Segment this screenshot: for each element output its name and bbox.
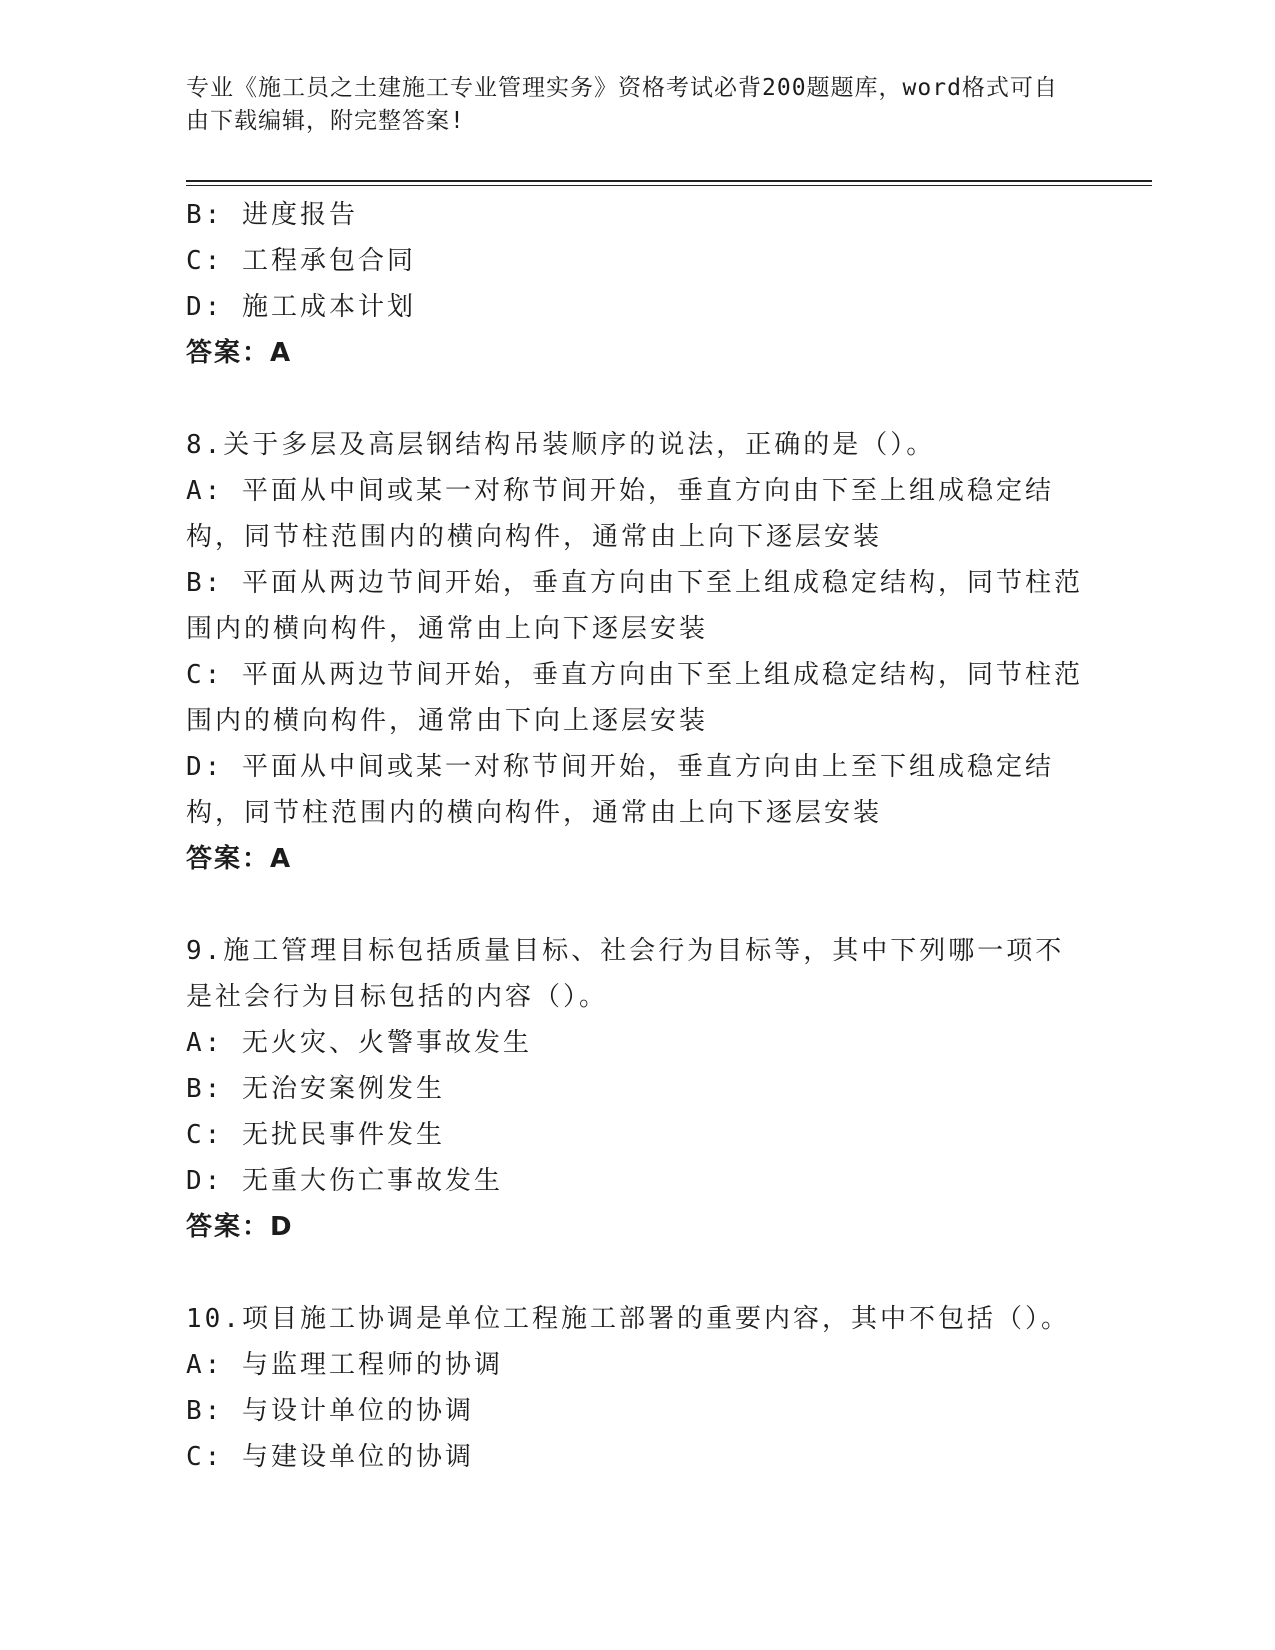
question-10 bbox=[186, 1296, 1086, 1480]
option-d: D: 施工成本计划 bbox=[186, 292, 416, 322]
page-header-text: 专业《施工员之土建施工专业管理实务》资格考试必背200题题库，word格式可自由下载编辑，附完整答案! bbox=[186, 75, 1058, 134]
option-a: A: 与监理工程师的协调 bbox=[186, 1350, 503, 1380]
option-b: B: 无治安案例发生 bbox=[186, 1074, 445, 1104]
answer-line: 答案：A bbox=[186, 844, 293, 874]
option-b: B: 平面从两边节间开始，垂直方向由下至上组成稳定结构，同节柱范围内的横向构件，通常由上向下逐层安装 bbox=[186, 568, 1083, 644]
question-8 bbox=[186, 422, 1086, 882]
option-b: B: 进度报告 bbox=[186, 200, 358, 230]
option-c: C: 工程承包合同 bbox=[186, 246, 416, 276]
option-c: C: 平面从两边节间开始，垂直方向由下至上组成稳定结构，同节柱范围内的横向构件，通常由下向上逐层安装 bbox=[186, 660, 1083, 736]
question-7-continued bbox=[186, 192, 1086, 376]
header-divider bbox=[186, 180, 1152, 186]
document-page bbox=[186, 72, 1146, 1480]
option-d: D: 平面从中间或某一对称节间开始，垂直方向由上至下组成稳定结构，同节柱范围内的横向构件，通常由上向下逐层安装 bbox=[186, 752, 1054, 828]
option-d: D: 无重大伤亡事故发生 bbox=[186, 1166, 503, 1196]
spacer bbox=[186, 1250, 1086, 1296]
option-b: B: 与设计单位的协调 bbox=[186, 1396, 474, 1426]
question-stem: 9.施工管理目标包括质量目标、社会行为目标等，其中下列哪一项不是社会行为目标包括的内容（）。 bbox=[186, 936, 1065, 1012]
question-stem: 10.项目施工协调是单位工程施工部署的重要内容，其中不包括（）。 bbox=[186, 1304, 1070, 1334]
option-c: C: 无扰民事件发生 bbox=[186, 1120, 445, 1150]
question-content bbox=[186, 192, 1086, 1480]
spacer bbox=[186, 882, 1086, 928]
answer-line: 答案：D bbox=[186, 1212, 294, 1242]
question-stem: 8.关于多层及高层钢结构吊装顺序的说法，正确的是（）。 bbox=[186, 430, 936, 460]
answer-line: 答案：A bbox=[186, 338, 293, 368]
option-a: A: 无火灾、火警事故发生 bbox=[186, 1028, 532, 1058]
spacer bbox=[186, 376, 1086, 422]
question-9 bbox=[186, 928, 1086, 1250]
option-a: A: 平面从中间或某一对称节间开始，垂直方向由下至上组成稳定结构，同节柱范围内的横向构件，通常由上向下逐层安装 bbox=[186, 476, 1054, 552]
option-c: C: 与建设单位的协调 bbox=[186, 1442, 474, 1472]
